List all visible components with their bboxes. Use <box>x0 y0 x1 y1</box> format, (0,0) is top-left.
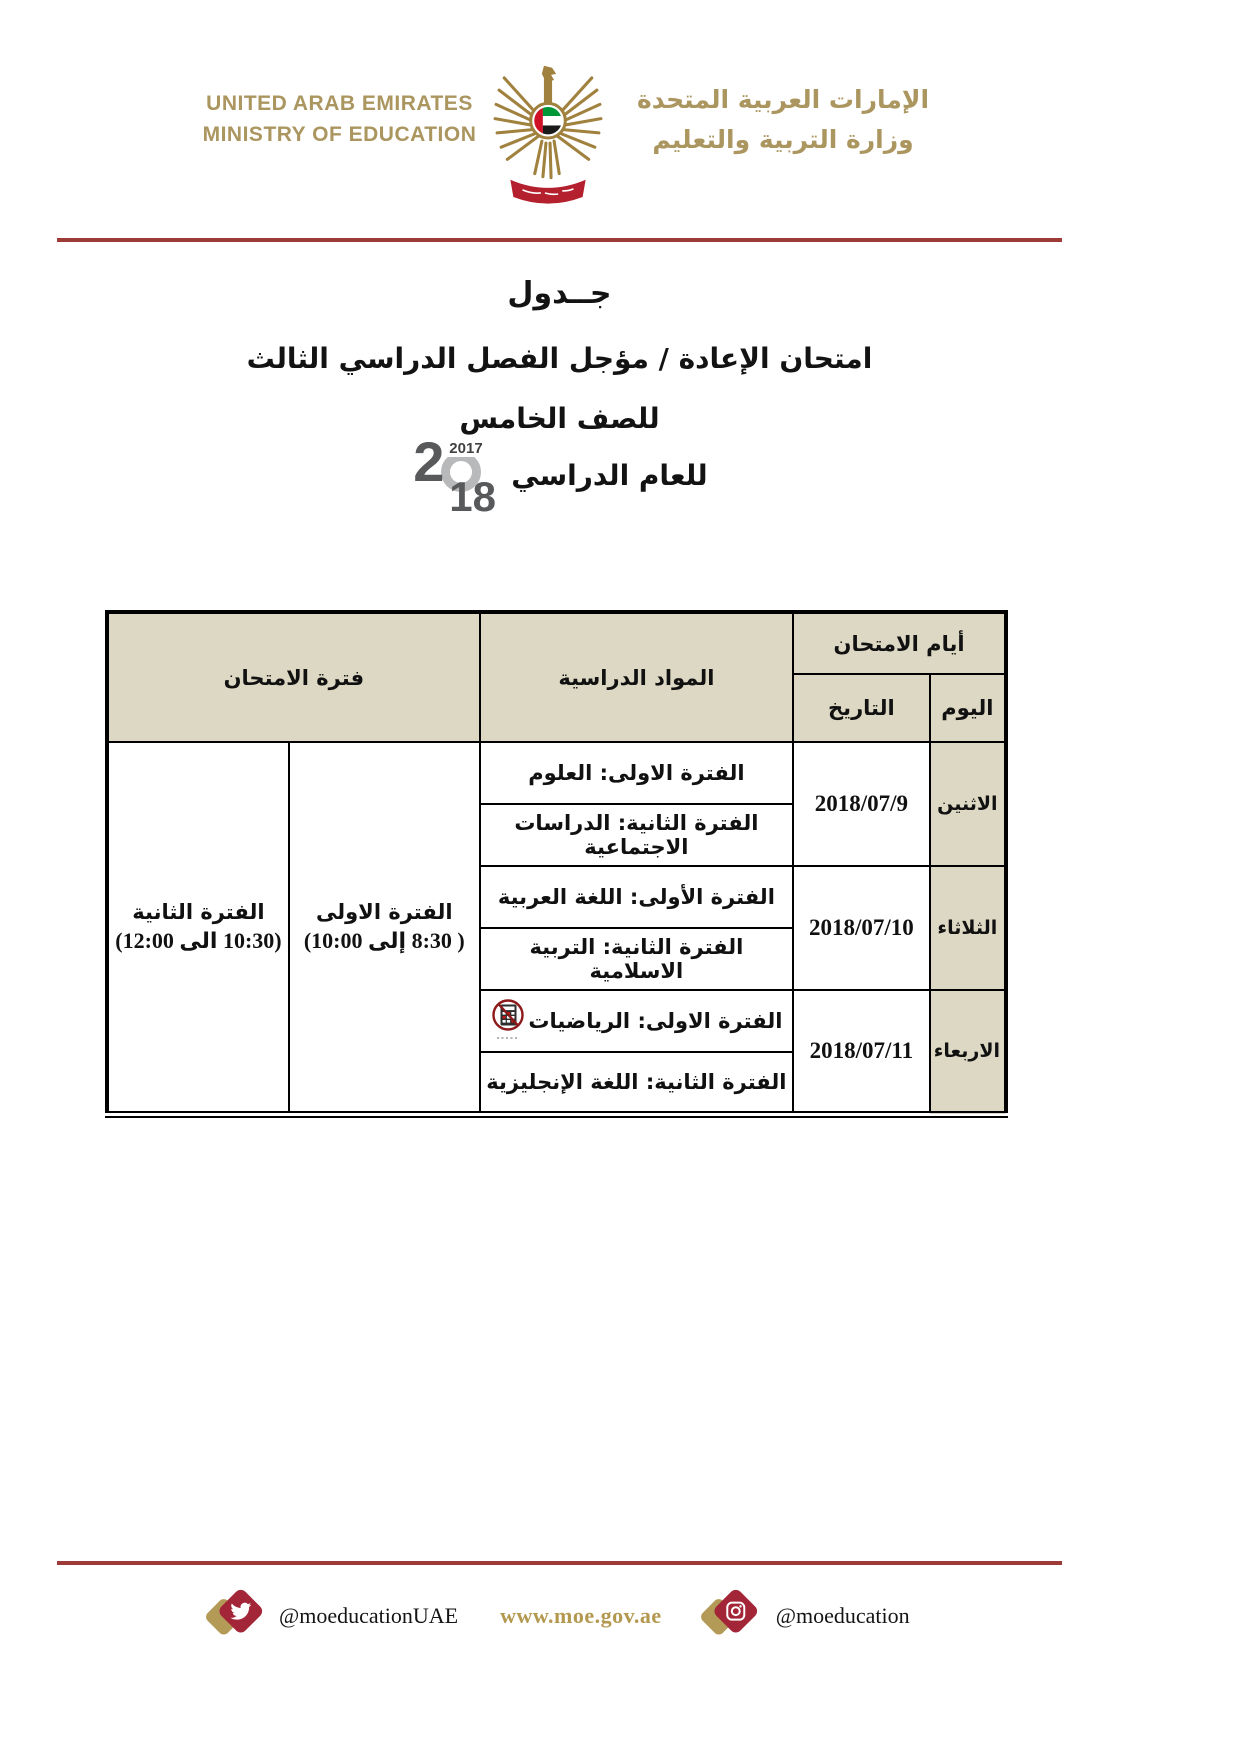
day-cell: الاثنين <box>930 742 1006 866</box>
year-logo-2017: 2017 <box>449 440 483 457</box>
twitter-icon <box>203 1584 271 1648</box>
year-2017-2018-logo-icon <box>411 432 507 524</box>
year-logo-18: 18 <box>449 473 497 520</box>
org-ar-line1: الإمارات العربية المتحدة <box>636 85 930 114</box>
period2-time: (10:30 الى 12:00) <box>115 927 282 953</box>
header-divider-rule <box>57 238 1062 242</box>
footer-divider-rule <box>57 1561 1062 1565</box>
header-subjects: المواد الدراسية <box>480 612 793 742</box>
footer-social-row <box>57 1578 1062 1654</box>
header-date: التاريخ <box>793 674 930 742</box>
date-cell: 2018/07/9 <box>793 742 930 866</box>
org-en-line2: MINISTRY OF EDUCATION <box>202 123 477 146</box>
subject-cell: الفترة الثانية: التربية الاسلامية <box>480 928 793 990</box>
period1-time-cell <box>289 742 480 1114</box>
title-academic-year: للعام الدراسي <box>511 458 708 492</box>
org-en-line1: UNITED ARAB EMIRATES <box>206 92 473 115</box>
period1-label: الفترة الاولى <box>316 899 453 924</box>
date-cell: 2018/07/10 <box>793 866 930 990</box>
title-exam-type: امتحان الإعادة / مؤجل الفصل الدراسي الثالث <box>246 342 873 375</box>
header-exam-days: أيام الامتحان <box>793 612 1006 674</box>
period1-time: ( 8:30 إلى 10:00) <box>303 927 465 953</box>
ministry-name-english <box>192 88 487 150</box>
year-logo-digit: 2 <box>413 430 445 493</box>
day-cell: الثلاثاء <box>930 866 1006 990</box>
academic-year-row <box>57 432 1062 524</box>
header-exam-period: فترة الامتحان <box>107 612 480 742</box>
subject-cell: الفترة الثانية: الدراسات الاجتماعية <box>480 804 793 866</box>
twitter-handle: @moeducationUAE <box>279 1603 459 1628</box>
title-schedule: جــدول <box>507 276 612 311</box>
subject-cell: الفترة الاولى: العلوم <box>480 742 793 804</box>
org-ar-line2: وزارة التربية والتعليم <box>652 125 914 154</box>
instagram-handle: @moeducation <box>775 1603 910 1628</box>
period2-time-cell <box>107 742 289 1114</box>
ministry-name-arabic <box>622 80 944 160</box>
uae-falcon-emblem-icon <box>492 58 604 222</box>
instagram-icon <box>698 1584 766 1648</box>
no-calculator-icon <box>490 998 526 1049</box>
subject-math-label: الفترة الاولى: الرياضيات <box>528 1009 783 1033</box>
date-cell: 2018/07/11 <box>793 990 930 1114</box>
subject-cell-math <box>480 990 793 1052</box>
period2-label: الفترة الثانية <box>132 899 265 924</box>
subject-cell: الفترة الثانية: اللغة الإنجليزية <box>480 1052 793 1114</box>
exam-schedule-table <box>105 610 1008 1118</box>
header-day: اليوم <box>930 674 1006 742</box>
subject-cell: الفترة الأولى: اللغة العربية <box>480 866 793 928</box>
day-cell: الاربعاء <box>930 990 1006 1114</box>
title-grade: للصف الخامس <box>459 402 660 435</box>
website-url: www.moe.gov.ae <box>500 1603 662 1628</box>
